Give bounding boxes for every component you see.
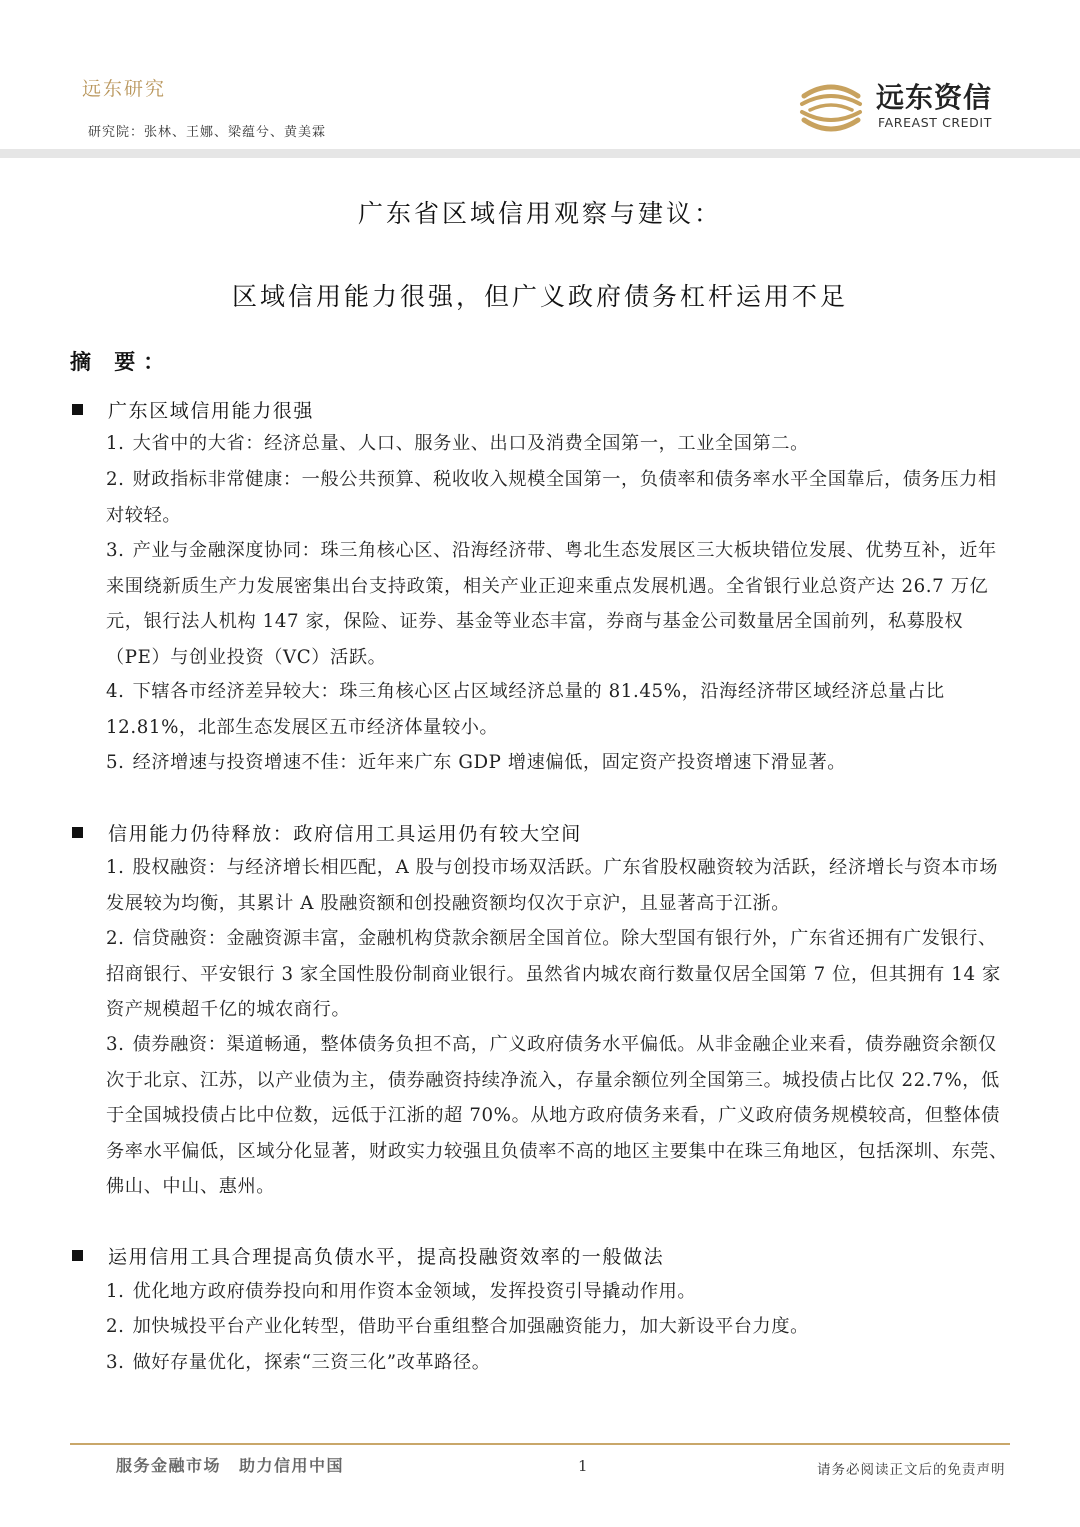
item-number: 2. — [106, 469, 125, 490]
item-number: 3. — [106, 1034, 125, 1055]
list-item — [106, 921, 1014, 1028]
footer-slogan-b: 助力信用中国 — [239, 1456, 345, 1475]
logo-emblem-icon — [796, 82, 866, 132]
header-divider — [0, 149, 1080, 158]
item-text: 财政指标非常健康：一般公共预算、税收收入规模全国第一，负债率和债务率水平全国靠后，债务压力相对较轻。 — [106, 469, 997, 526]
authors-line: 研究院：张林、王娜、梁蕴兮、黄美霖 — [88, 125, 327, 140]
list-item — [106, 426, 1014, 462]
item-text: 大省中的大省：经济总量、人口、服务业、出口及消费全国第一，工业全国第二。 — [132, 433, 809, 454]
item-text: 产业与金融深度协同：珠三角核心区、沿海经济带、粤北生态发展区三大板块错位发展、优势互补，近年来围绕新质生产力发展密集出台支持政策，相关产业正迎来重点发展机遇。全省银行业总资产达 26.7 万亿元，银行法人机构 147 家，保险、证券、基金等业态丰富，券商与基金公司数量居全国前列，私募股权（PE）与创业投资（VC）活跃。 — [106, 540, 997, 668]
page-title-line2: 区域信用能力很强，但广义政府债务杠杆运用不足 — [231, 282, 848, 311]
logo-english-name: FAREAST CREDIT — [878, 115, 992, 130]
square-bullet-icon — [72, 827, 83, 838]
page-title-line1: 广东省区域信用观察与建议： — [357, 199, 722, 228]
section-heading-text: 信用能力仍待释放：政府信用工具运用仍有较大空间 — [108, 823, 582, 845]
list-item — [106, 1274, 1014, 1310]
square-bullet-icon — [72, 404, 83, 415]
item-text: 债券融资：渠道畅通，整体债务负担不高，广义政府债务水平偏低。从非金融企业来看，债券融资余额仅次于北京、江苏，以产业债为主，债券融资持续净流入，存量余额位列全国第三。城投债占比仅 22.7%，低于全国城投债占比中位数，远低于江浙的超 70%。从地方政府债务来看，广义政府债务规模较高，但整体债务率水平偏低，区域分化显著，财政实力较强且负债率不高的地区主要集中在珠三角地区，包括深圳、东莞、佛山、中山、惠州。 — [106, 1034, 1008, 1197]
item-number: 4. — [106, 681, 125, 702]
list-item — [106, 462, 1014, 533]
abstract-label: 摘 要： — [70, 349, 173, 374]
item-number: 1. — [106, 857, 125, 878]
item-number: 1. — [106, 433, 125, 454]
brand-label: 远东研究 — [82, 78, 167, 100]
company-logo — [796, 82, 1036, 132]
item-text: 做好存量优化，探索“三资三化”改革路径。 — [132, 1352, 491, 1373]
section-heading-text: 运用信用工具合理提高负债水平，提高投融资效率的一般做法 — [108, 1246, 665, 1268]
section-heading-text: 广东区域信用能力很强 — [108, 400, 315, 422]
square-bullet-icon — [72, 1250, 83, 1261]
item-text: 经济增速与投资增速不佳：近年来广东 GDP 增速偏低，固定资产投资增速下滑显著。 — [132, 752, 847, 773]
footer-slogan — [116, 1453, 344, 1476]
list-item — [106, 745, 1014, 781]
item-text: 信贷融资：金融资源丰富，金融机构贷款余额居全国首位。除大型国有银行外，广东省还拥有广发银行、招商银行、平安银行 3 家全国性股份制商业银行。虽然省内城农商行数量仅居全国第 7 位，但其拥有 14 家资产规模超千亿的城农商行。 — [106, 928, 1001, 1020]
item-text: 优化地方政府债券投向和用作资本金领域，发挥投资引导撬动作用。 — [132, 1281, 697, 1302]
item-number: 5. — [106, 752, 125, 773]
item-text: 下辖各市经济差异较大：珠三角核心区占区域经济总量的 81.45%，沿海经济带区域经济总量占比 12.81%，北部生态发展区五市经济体量较小。 — [106, 681, 945, 738]
item-number: 1. — [106, 1281, 125, 1302]
list-item — [106, 1309, 1014, 1345]
logo-chinese-name: 远东资信 — [876, 81, 993, 114]
item-number: 2. — [106, 1316, 125, 1337]
item-text: 股权融资：与经济增长相匹配，A 股与创投市场双活跃。广东省股权融资较为活跃，经济增长与资本市场发展较为均衡，其累计 A 股融资额和创投融资额均仅次于京沪，且显著高于江浙。 — [106, 857, 999, 914]
list-item — [106, 1345, 1014, 1381]
item-number: 2. — [106, 928, 125, 949]
list-item — [106, 850, 1014, 921]
footer-slogan-a: 服务金融市场 — [116, 1456, 222, 1475]
footer-disclaimer: 请务必阅读正文后的免责声明 — [817, 1462, 1006, 1478]
item-number: 3. — [106, 1352, 125, 1373]
page-number: 1 — [578, 1457, 588, 1475]
footer-divider — [70, 1443, 1010, 1445]
item-text: 加快城投平台产业化转型，借助平台重组整合加强融资能力，加大新设平台力度。 — [132, 1316, 809, 1337]
list-item — [106, 1027, 1014, 1205]
list-item — [106, 533, 1014, 675]
item-number: 3. — [106, 540, 125, 561]
list-item — [106, 674, 1014, 745]
